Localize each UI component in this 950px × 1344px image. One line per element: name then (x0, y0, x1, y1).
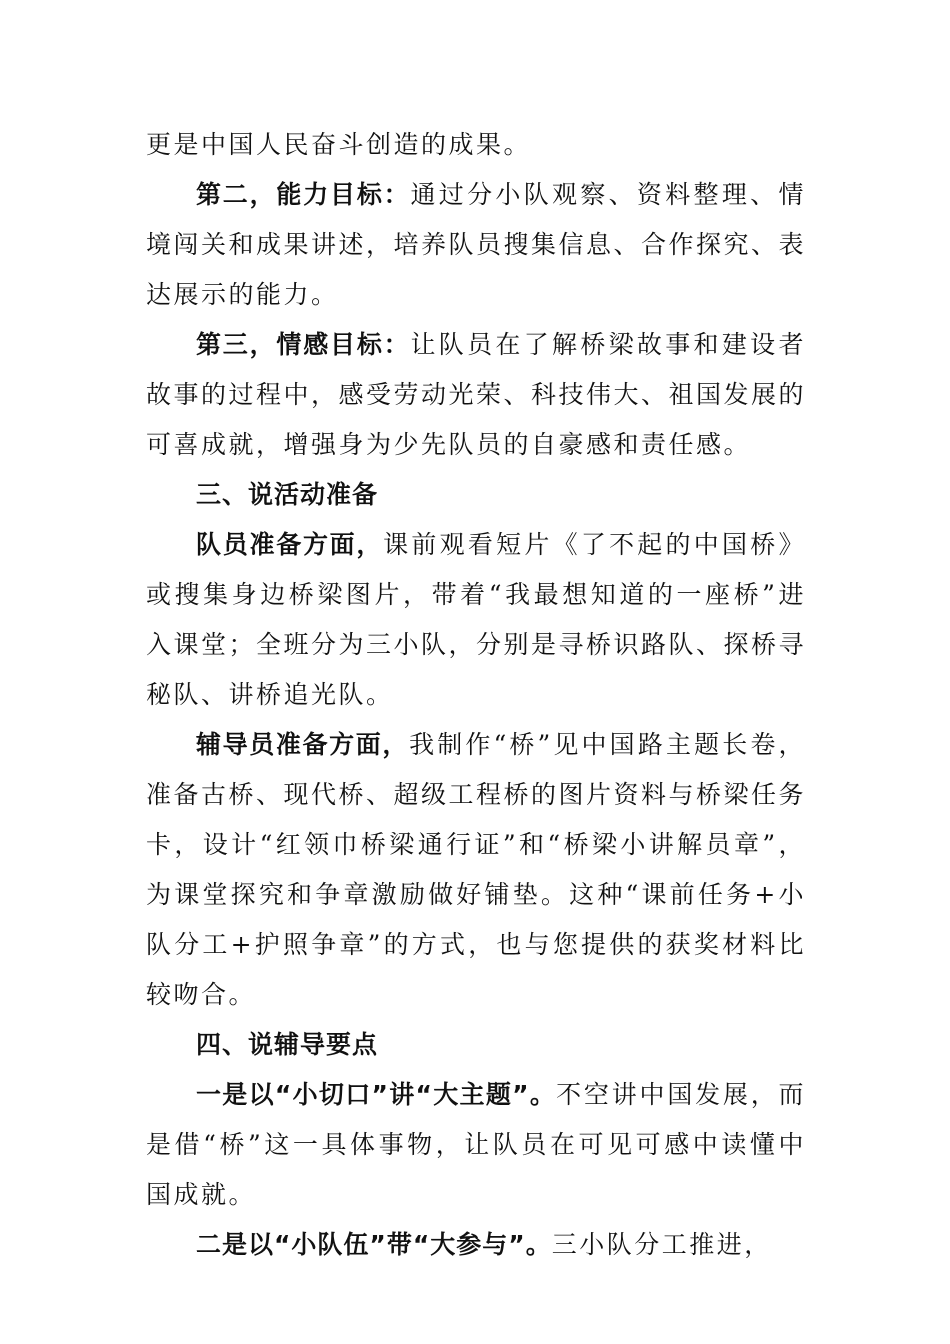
paragraph-counselor-preparation (146, 720, 806, 1020)
paragraph-text: 让队员在了解桥梁故事和建设者故事的过程中，感受劳动光荣、科技伟大、祖国发展的可喜成就，增强身为少先队员的自豪感和责任感。 (146, 330, 807, 459)
paragraph-lead: 辅导员准备方面， (196, 730, 410, 759)
paragraph-emotion-goal (146, 320, 806, 470)
paragraph-text: 通过分小队观察、资料整理、情境闯关和成果讲述，培养队员搜集信息、合作探究、表达展示的能力。 (146, 180, 807, 309)
paragraph-text: 我制作“桥”见中国路主题长卷，准备古桥、现代桥、超级工程桥的图片资料与桥梁任务卡，设计“红领巾桥梁通行证”和“桥梁小讲解员章”，为课堂探究和争章激励做好铺垫。这种“课前任务+小队分工+护照争章”的方式，也与您提供的获奖材料比较吻合。 (146, 730, 807, 1009)
paragraph-text: 课前观看短片《了不起的中国桥》或搜集身边桥梁图片，带着“我最想知道的一座桥”进入课堂；全班分为三小队，分别是寻桥识路队、探桥寻秘队、讲桥追光队。 (146, 530, 807, 709)
paragraph-member-preparation (146, 520, 806, 720)
paragraph-point-one (146, 1070, 806, 1220)
paragraph-text: 不空讲中国发展，而是借“桥”这一具体事物，让队员在可见可感中读懂中国成就。 (146, 1080, 806, 1209)
section-heading-guidance: 四、说辅导要点 (196, 1030, 379, 1059)
paragraph-lead: 第二，能力目标： (196, 180, 411, 209)
section-heading-preparation: 三、说活动准备 (196, 480, 379, 509)
paragraph-lead: 队员准备方面， (196, 530, 384, 559)
paragraph-ability-goal (146, 170, 806, 320)
paragraph-lead: 一是以“小切口”讲“大主题”。 (196, 1080, 557, 1109)
paragraph-lead: 第三，情感目标： (196, 330, 411, 359)
paragraph-lead: 二是以“小队伍”带“大参与”。 (196, 1230, 552, 1259)
document-body (146, 120, 806, 1270)
paragraph-continuation: 更是中国人民奋斗创造的成果。 (146, 130, 532, 159)
paragraph-text: 三小队分工推进， (551, 1230, 772, 1259)
paragraph-point-two (146, 1220, 806, 1270)
